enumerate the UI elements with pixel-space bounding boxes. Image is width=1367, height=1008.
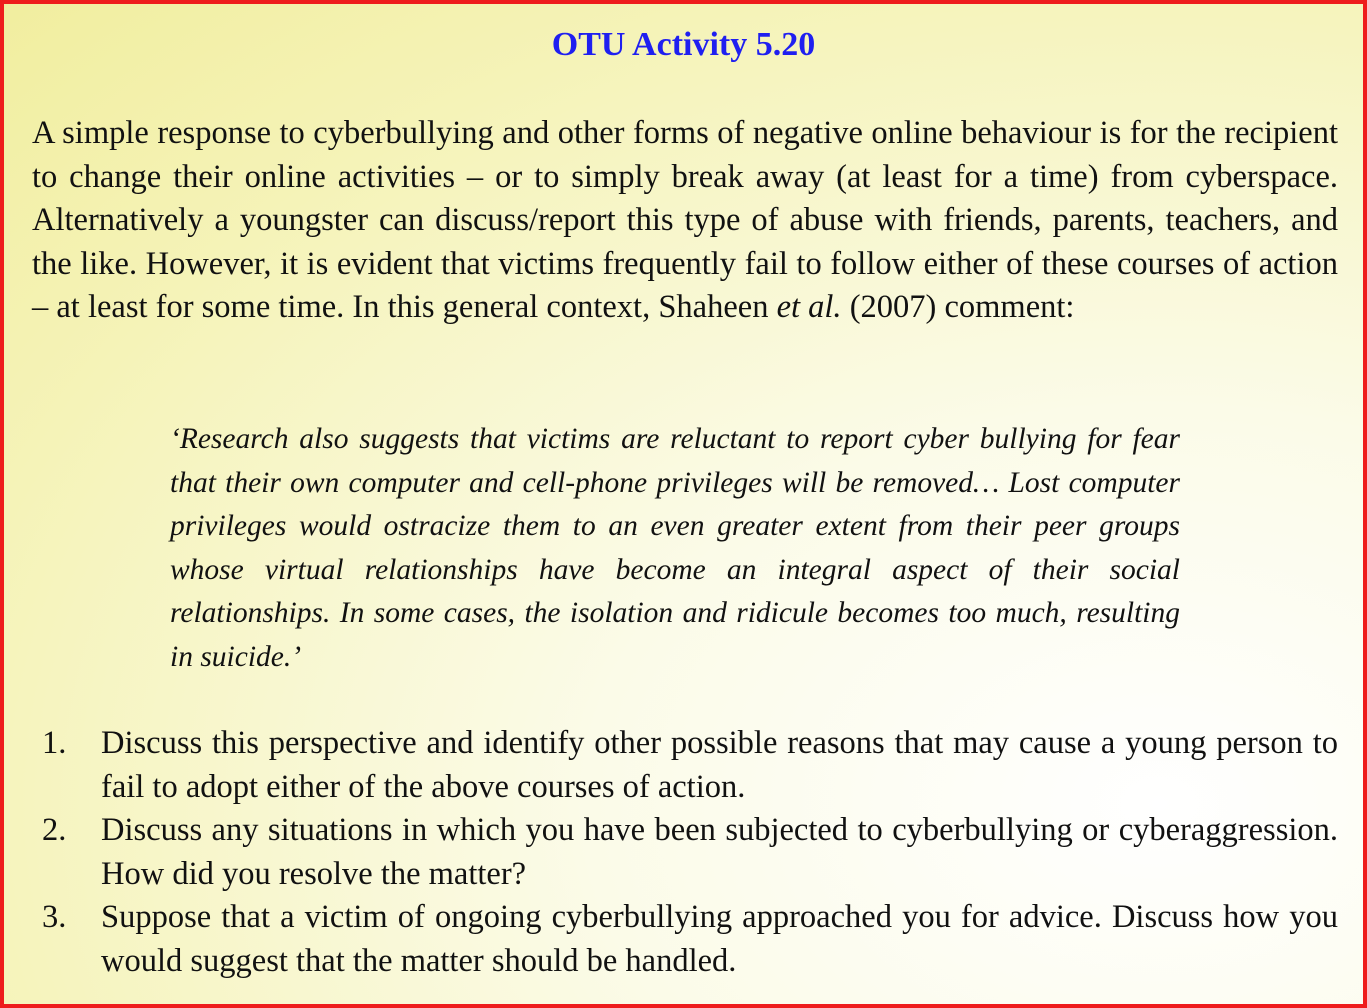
question-number: 2. — [42, 812, 67, 848]
intro-citation-etal: et al. — [776, 289, 842, 325]
intro-text-part2: (2007) comment: — [841, 289, 1075, 325]
activity-title: OTU Activity 5.20 — [551, 26, 816, 63]
question-number: 3. — [42, 899, 67, 935]
intro-text-part1: A simple response to cyberbullying and other forms of negative online behaviour is for the recipient to change their online activities – or to simply break away (at least for a time) from cyberspace. Alternatively a youngster can discuss/report this type of abuse with friends, parents, teachers, and the like. However, it is evident that victims frequently fail to follow either of these courses of action – at least for some time. In this general context, Shaheen — [32, 115, 1338, 325]
question-text: Suppose that a victim of ongoing cyberbullying approached you for advice. Discuss how you would suggest that the matter should be handled. — [101, 899, 1338, 979]
question-list — [32, 722, 1338, 983]
question-item — [32, 722, 1338, 809]
block-quote: ‘Research also suggests that victims are reluctant to report cyber bullying for fear that their own computer and cell-phone privileges will be removed… Lost computer privileges would ostracize them to an even greater extent from their peer groups whose virtual relationships have become an integral aspect of their social relationships. In some cases, the isolation and ridicule becomes too much, resulting in suicide.’ — [170, 423, 1180, 673]
question-number: 1. — [42, 725, 67, 761]
intro-paragraph — [32, 112, 1338, 330]
question-text: Discuss this perspective and identify other possible reasons that may cause a young person to fail to adopt either of the above courses of action. — [101, 725, 1338, 805]
question-item — [32, 896, 1338, 983]
question-item — [32, 809, 1338, 896]
question-text: Discuss any situations in which you have been subjected to cyberbullying or cyberaggression. How did you resolve the matter? — [101, 812, 1338, 892]
